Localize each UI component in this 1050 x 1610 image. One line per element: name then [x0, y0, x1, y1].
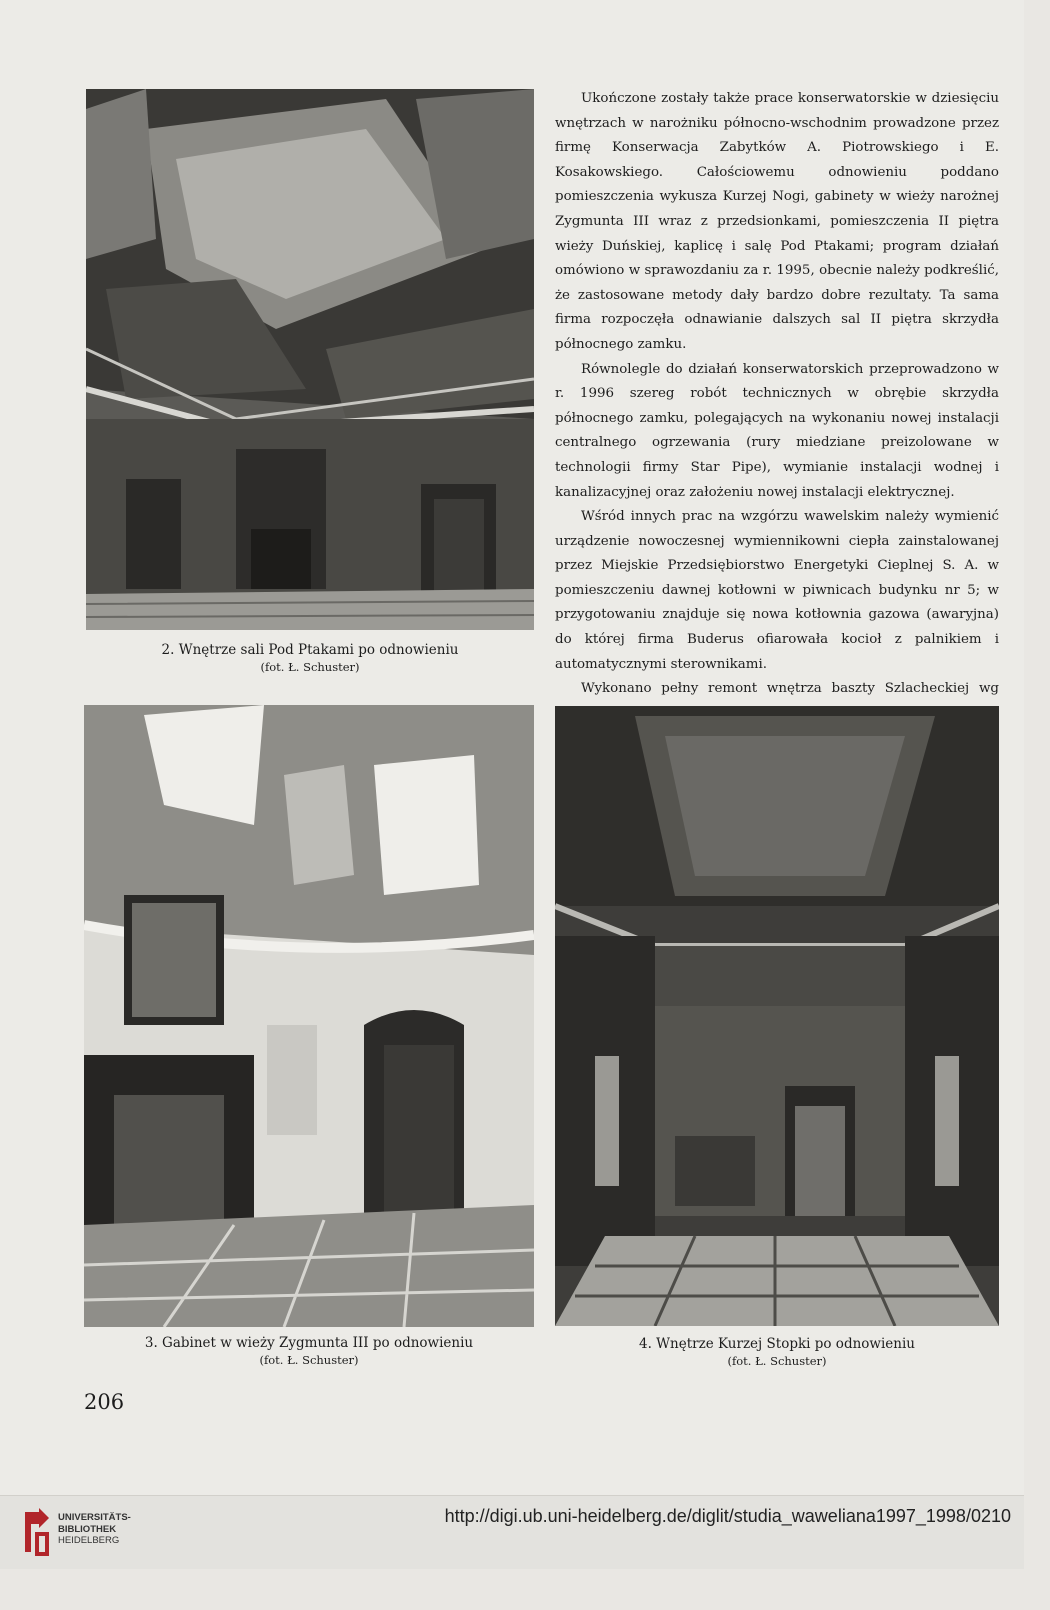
paragraph: Wykonano pełny remont wnętrza baszty Szlacheckiej wg: [581, 681, 999, 697]
library-footer: [0, 1495, 1024, 1569]
photo-credit: (fot. Ł. Schuster): [727, 1354, 827, 1368]
photo-sala-pod-ptakami: [86, 89, 534, 630]
figure-caption: [86, 642, 534, 676]
paragraph: Ukończone zostały także prace konserwatorskie w dziesięciu wnętrzach w narożniku północno-wschodnim prowadzone przez firmę Konserwacja Zabytków A. Piotrowskiego i E. Kosakowskiego. Całościowemu odnowieniu poddano pomieszczenia wykusza Kurzej Nogi, gabinety w wieży narożnej Zygmunta III wraz z przedsionkami, pomieszczenia II piętra wieży Duńskiej, kaplicę i salę Pod Ptakami; program działań omówiono w sprawozdaniu za r. 1995, obecnie należy podkreślić, że zastosowane metody dały bardzo dobre rezultaty. Ta sama firma rozpoczęła odnawianie dalszych sal II piętra skrzydła północnego zamku.: [555, 91, 999, 352]
photo-kurza-stopka: [555, 706, 999, 1326]
caption-title: 2. Wnętrze sali Pod Ptakami po odnowieniu: [161, 642, 459, 658]
figure-caption: [84, 1335, 534, 1369]
caption-title: 3. Gabinet w wieży Zygmunta III po odnowieniu: [144, 1335, 474, 1351]
photo-credit: (fot. Ł. Schuster): [259, 1353, 359, 1367]
photo-gabinet-zygmunta: [84, 705, 534, 1327]
library-name: [58, 1512, 131, 1547]
library-line: HEIDELBERG: [58, 1535, 120, 1546]
photo-credit: (fot. Ł. Schuster): [260, 660, 360, 674]
paragraph: Wśród innych prac na wzgórzu wawelskim należy wymienić urządzenie nowoczesnej wymiennikowni ciepła zainstalowanej przez Miejskie Przedsiębiorstwo Energetyki Cieplnej S. A. w pomieszczeniu dawnej kotłowni w piwnicach budynku nr 5; w przygotowaniu znajduje się nowa kotłownia gazowa (awaryjna) do której firma Buderus ofiarowała kocioł z palnikiem i automatycznymi sterownikami.: [555, 509, 999, 672]
article-text: [555, 87, 999, 776]
figure-caption: [555, 1336, 999, 1370]
paragraph: Równolegle do działań konserwatorskich przeprowadzono w r. 1996 szereg robót technicznych w obrębie skrzydła północnego zamku, polegających na wykonaniu nowej instalacji centralnego ogrzewania (rury miedziane preizolowane w technologii firmy Star Pipe), wymianie instalacji wodnej i kanalizacyjnej oraz założeniu nowej instalacji elektrycznej.: [555, 361, 999, 500]
caption-title: 4. Wnętrze Kurzej Stopki po odnowieniu: [639, 1336, 915, 1352]
page-number: 206: [84, 1390, 125, 1414]
ub-heidelberg-logo-icon: [22, 1506, 52, 1558]
library-line: UNIVERSITÄTS-: [58, 1512, 131, 1523]
library-line: BIBLIOTHEK: [58, 1523, 117, 1535]
digital-copy-link[interactable]: http://digi.ub.uni-heidelberg.de/diglit/studia_waweliana1997_1998/0210: [444, 1506, 1011, 1526]
